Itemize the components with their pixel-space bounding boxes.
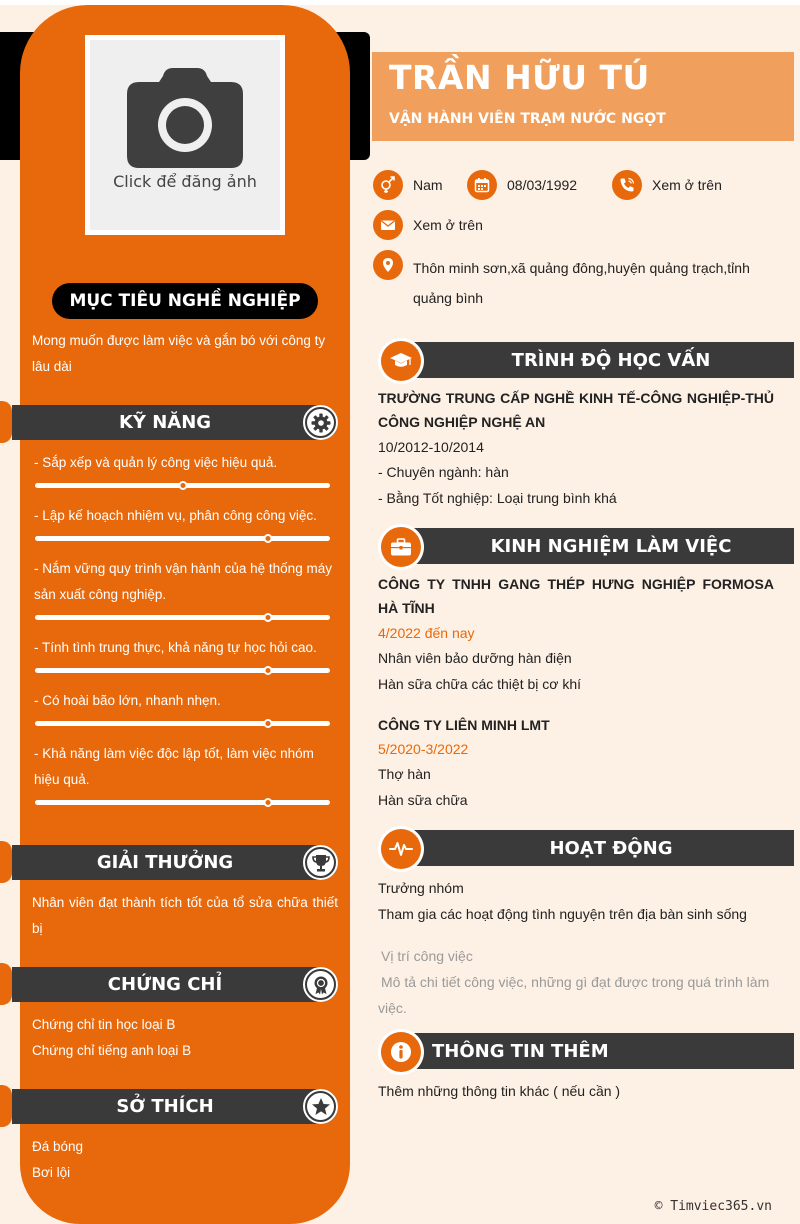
hobbies-header xyxy=(12,1089,338,1124)
address-value: Thôn minh sơn,xã quảng đông,huyện quảng trạch,tỉnh quảng bình xyxy=(413,260,750,306)
phone-info xyxy=(612,170,722,200)
calendar-icon xyxy=(474,177,490,193)
activity-description: Tham gia các hoạt động tình nguyện trên địa bàn sinh sống xyxy=(378,906,747,922)
email-value: Xem ở trên xyxy=(413,217,483,233)
star-icon xyxy=(311,1097,331,1117)
job-company: CÔNG TY LIÊN MINH LMT xyxy=(378,717,550,733)
skills-header xyxy=(12,405,338,440)
skill-item: - Tính tình trung thực, khả năng tự học hỏi cao. xyxy=(34,640,317,655)
job-period: 4/2022 đến nay xyxy=(378,625,475,641)
avatar-upload[interactable] xyxy=(85,35,285,235)
location-pin-icon xyxy=(380,257,396,273)
education-major: - Chuyên ngành: hàn xyxy=(378,464,509,480)
graduation-cap-icon xyxy=(389,351,413,371)
upload-photo-label: Click để đăng ảnh xyxy=(113,172,257,191)
hobby-item: Đá bóng xyxy=(32,1139,84,1154)
job-company: CÔNG TY TNHH GANG THÉP HƯNG NGHIỆP FORMOSA HÀ TĨNH xyxy=(378,576,774,616)
skill-item: - Khả năng làm việc độc lập tốt, làm việc nhóm hiệu quả. xyxy=(34,746,314,787)
copyright: © Timviec365.vn xyxy=(654,1199,772,1214)
skill-level-handle[interactable] xyxy=(264,798,273,807)
experience-title: KINH NGHIỆM LÀM VIỆC xyxy=(398,528,794,564)
gender-icon xyxy=(379,176,397,194)
career-goal-title: MỤC TIÊU NGHỀ NGHIỆP xyxy=(52,283,318,319)
gear-icon xyxy=(311,413,331,433)
education-degree: - Bằng Tốt nghiệp: Loại trung bình khá xyxy=(378,490,617,506)
education-title: TRÌNH ĐỘ HỌC VẤN xyxy=(398,342,794,378)
hobby-item: Bơi lội xyxy=(32,1165,71,1180)
trophy-icon xyxy=(311,853,331,873)
skill-item: - Có hoài bão lớn, nhanh nhẹn. xyxy=(34,693,221,708)
activity-description-placeholder[interactable]: Mô tả chi tiết công việc, những gì đạt được trong quá trình làm việc. xyxy=(378,974,770,1016)
skill-level-bar xyxy=(35,800,330,805)
certificate-item: Chứng chỉ tiếng anh loại B xyxy=(32,1043,192,1058)
skill-item: - Lập kế hoạch nhiệm vụ, phân công công việc. xyxy=(34,508,317,523)
phone-icon xyxy=(619,177,635,193)
gender-info xyxy=(373,170,443,200)
skill-level-bar xyxy=(35,536,330,541)
additional-title: THÔNG TIN THÊM xyxy=(398,1033,794,1069)
awards-tick xyxy=(0,841,12,883)
career-goal-text: Mong muốn được làm việc và gắn bó với công ty lâu dài xyxy=(32,333,326,374)
skill-level-bar xyxy=(35,615,330,620)
activities-title: HOẠT ĐỘNG xyxy=(398,830,794,866)
activity-role: Trưởng nhóm xyxy=(378,880,464,896)
name-block xyxy=(372,52,794,141)
awards-header xyxy=(12,845,338,880)
info-icon xyxy=(390,1041,412,1063)
certificates-title: CHỨNG CHỈ xyxy=(107,974,223,995)
skill-level-bar xyxy=(35,483,330,488)
job-description: Hàn sữa chữa xyxy=(378,792,468,808)
phone-value: Xem ở trên xyxy=(652,177,722,193)
activities-header xyxy=(378,826,794,870)
camera-icon xyxy=(127,68,243,168)
awards-text: Nhân viên đạt thành tích tốt của tổ sửa chữa thiết bị xyxy=(32,895,338,936)
education-school: TRƯỜNG TRUNG CẤP NGHỀ KINH TẾ-CÔNG NGHIỆP-THỦ CÔNG NGHIỆP NGHỆ AN xyxy=(378,390,774,430)
additional-text: Thêm những thông tin khác ( nếu cần ) xyxy=(378,1083,621,1099)
job-role: Thợ hàn xyxy=(378,766,431,782)
mail-icon xyxy=(380,217,396,233)
skill-level-handle[interactable] xyxy=(264,613,273,622)
certificates-tick xyxy=(0,963,12,1005)
hobbies-tick xyxy=(0,1085,12,1127)
skills-tick xyxy=(0,401,12,443)
medal-icon xyxy=(311,975,331,995)
email-info xyxy=(373,210,483,240)
job-role: Nhân viên bảo dưỡng hàn điện xyxy=(378,650,572,666)
skill-level-handle[interactable] xyxy=(264,719,273,728)
skill-level-handle[interactable] xyxy=(264,666,273,675)
gender-value: Nam xyxy=(413,177,443,193)
address-info xyxy=(373,250,413,280)
job-description: Hàn sữa chữa các thiệt bị cơ khí xyxy=(378,676,582,692)
job-position: VẬN HÀNH VIÊN TRẠM NƯỚC NGỌT xyxy=(389,111,666,127)
education-header xyxy=(378,338,794,382)
birthday-info xyxy=(467,170,577,200)
briefcase-icon xyxy=(390,537,412,557)
skill-item: - Sắp xếp và quản lý công việc hiệu quả. xyxy=(34,455,278,470)
additional-header xyxy=(378,1029,794,1073)
skill-item: - Nắm vững quy trình vận hành của hệ thống máy sản xuất công nghiệp. xyxy=(34,561,332,602)
hobbies-title: SỞ THÍCH xyxy=(116,1096,214,1117)
experience-header xyxy=(378,524,794,568)
skill-level-bar xyxy=(35,721,330,726)
certificate-item: Chứng chỉ tin học loại B xyxy=(32,1017,176,1032)
education-period: 10/2012-10/2014 xyxy=(378,439,484,455)
skill-level-handle[interactable] xyxy=(178,481,187,490)
skill-level-bar xyxy=(35,668,330,673)
job-period: 5/2020-3/2022 xyxy=(378,741,469,757)
pulse-icon xyxy=(389,840,413,858)
activity-role-placeholder[interactable]: Vị trí công việc xyxy=(381,948,473,964)
certificates-header xyxy=(12,967,338,1002)
awards-title: GIẢI THƯỞNG xyxy=(96,852,234,873)
skill-level-handle[interactable] xyxy=(264,534,273,543)
full-name: TRẦN HỮU TÚ xyxy=(389,58,650,97)
skills-title: KỸ NĂNG xyxy=(118,412,212,433)
birthday-value: 08/03/1992 xyxy=(507,177,578,193)
